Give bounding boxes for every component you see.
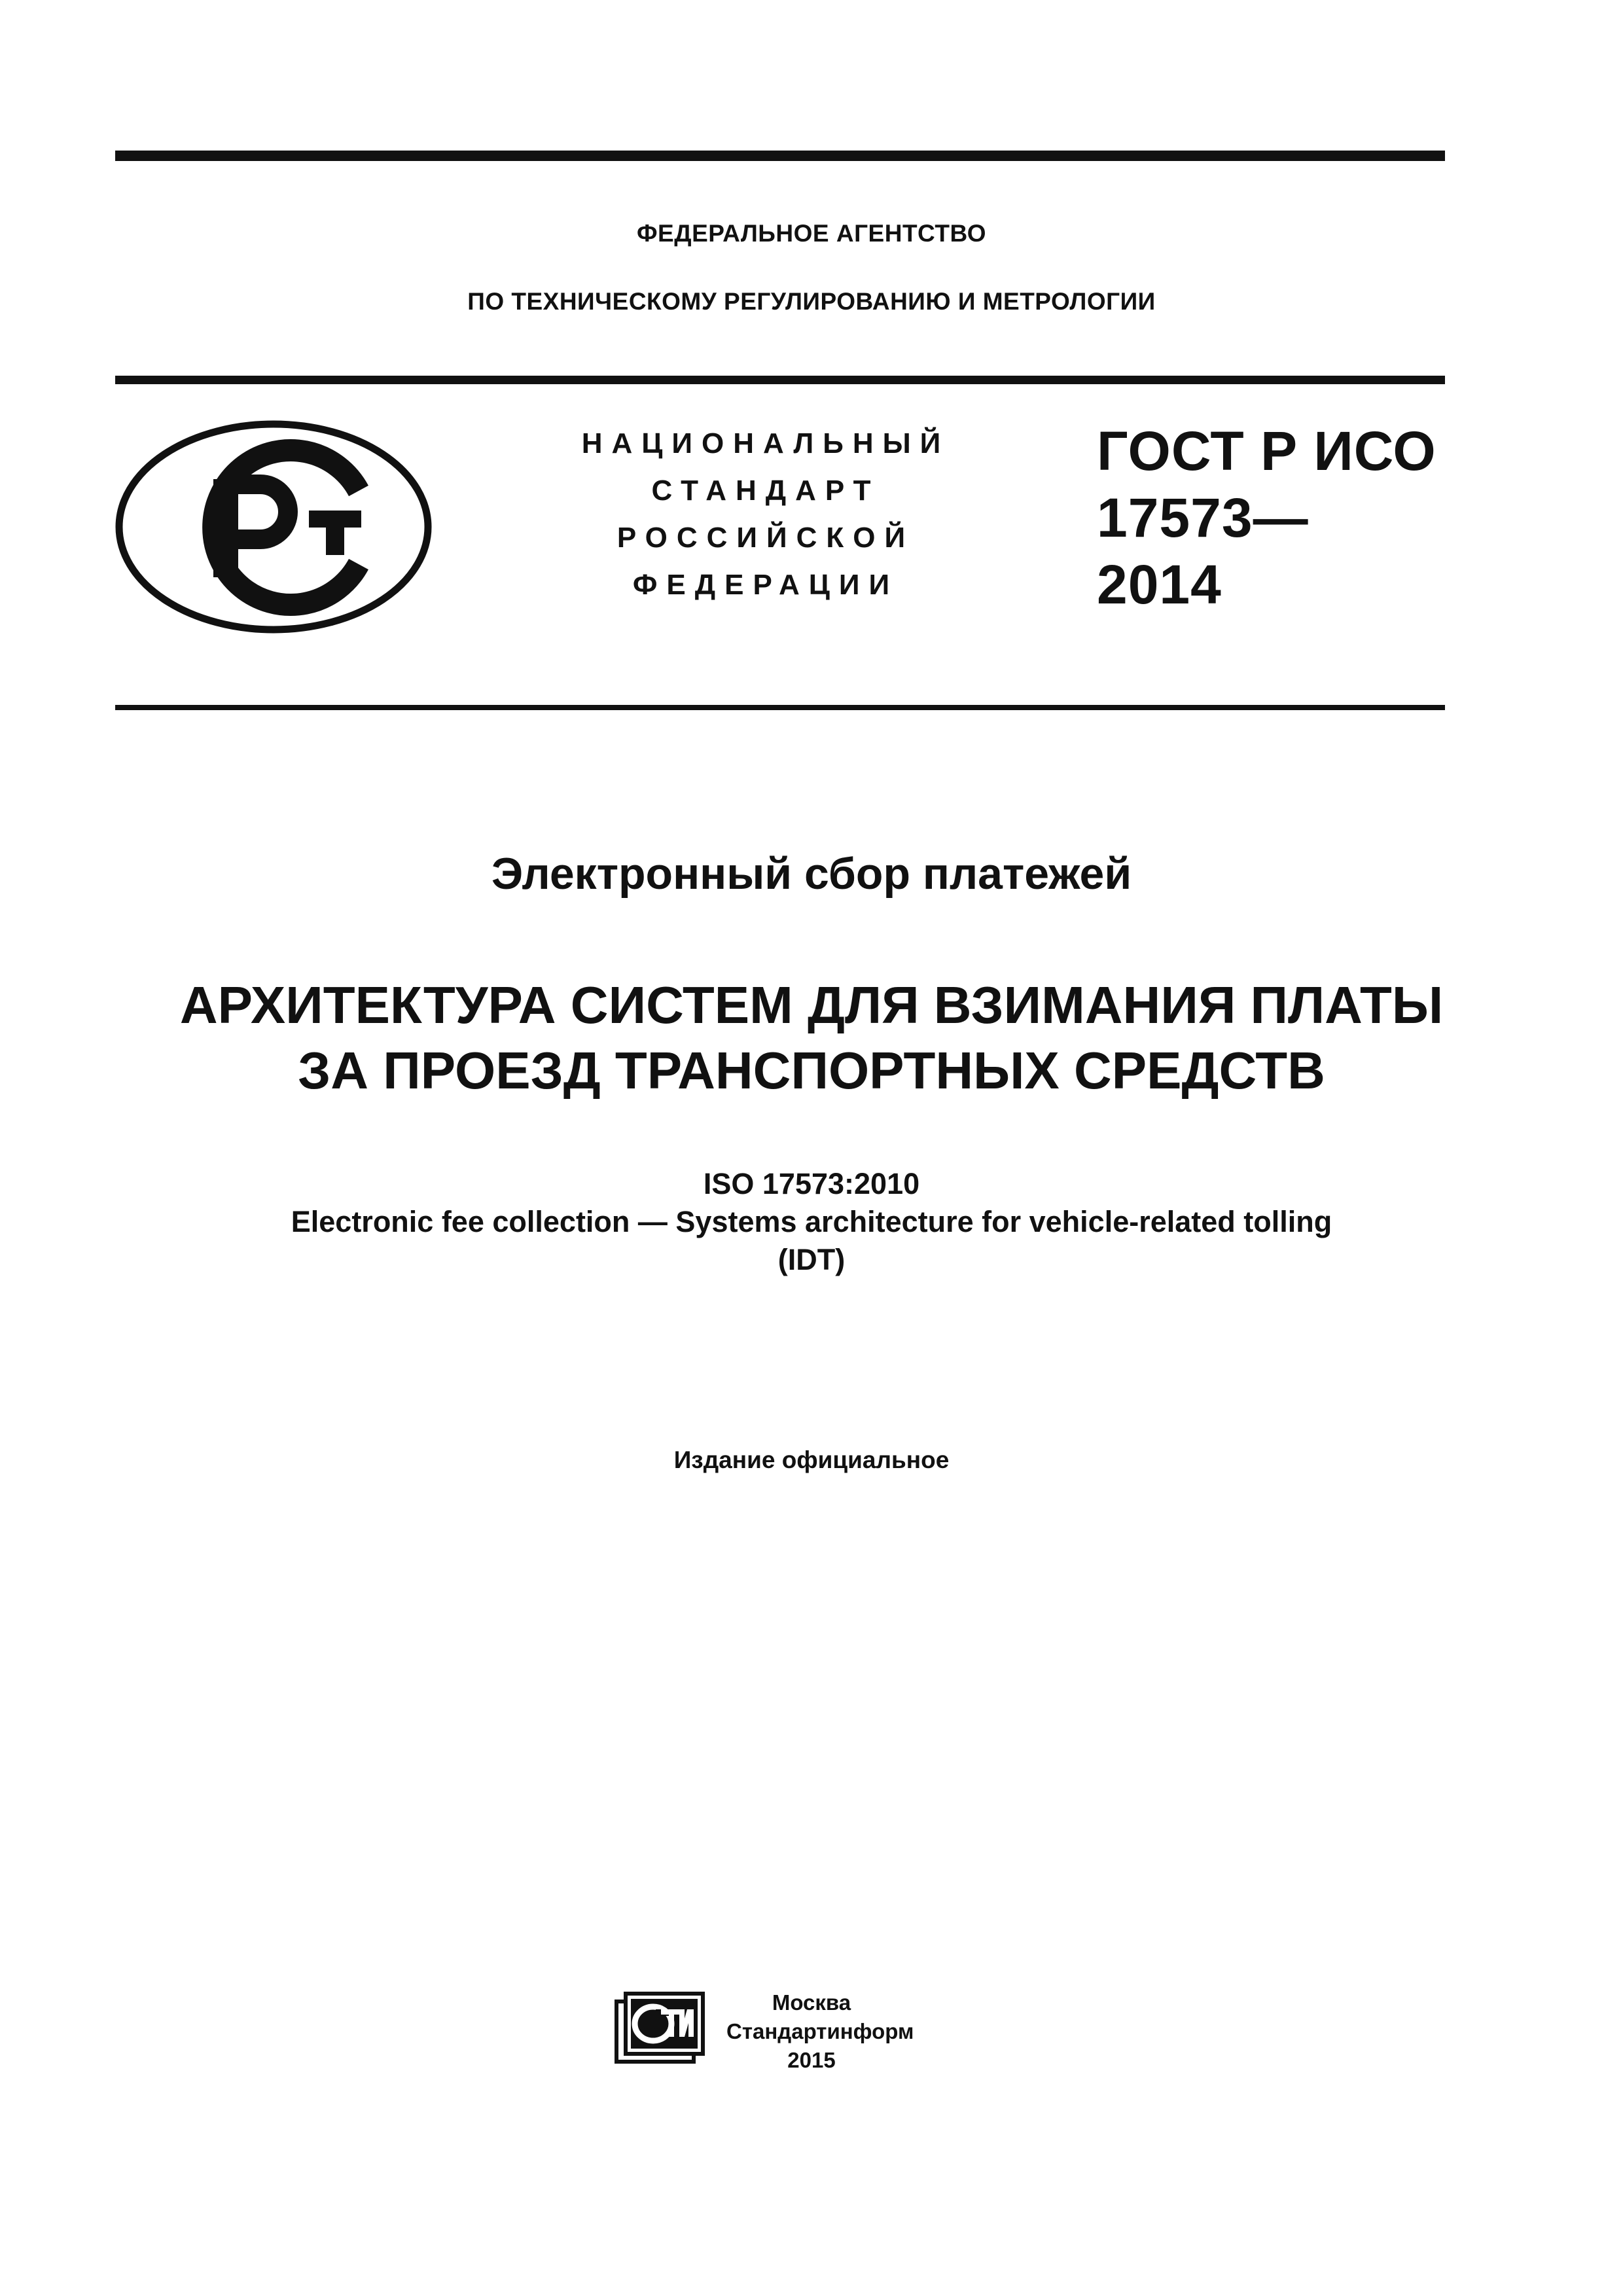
standard-type-line2: СТАНДАРТ (651, 475, 880, 507)
publisher-block (726, 1988, 914, 2075)
designation-line1: ГОСТ Р ИСО (1097, 420, 1436, 482)
publisher-year: 2015 (787, 2048, 836, 2072)
iso-english-title: Electronic fee collection — Systems architecture for vehicle-related tolling (291, 1205, 1332, 1238)
rst-emblem-icon (115, 419, 432, 635)
designation-line2: 17573— (1097, 487, 1309, 548)
publisher-name: Стандартинформ (726, 2019, 914, 2043)
standartinform-logo-icon (613, 1990, 708, 2066)
iso-number: ISO 17573:2010 (703, 1167, 920, 1200)
standard-type-line1: НАЦИОНАЛЬНЫЙ (581, 427, 950, 459)
header-divider (115, 376, 1445, 384)
document-subtitle: Электронный сбор платежей (491, 849, 1132, 899)
edition-label: Издание официальное (673, 1446, 950, 1473)
iso-equivalence: (IDT) (777, 1243, 846, 1276)
iso-reference (0, 1165, 1623, 1279)
title-divider (115, 705, 1445, 710)
document-title-line2: ЗА ПРОЕЗД ТРАНСПОРТНЫХ СРЕДСТВ (298, 1041, 1325, 1100)
top-divider (115, 151, 1445, 161)
agency-name-line1: ФЕДЕРАЛЬНОЕ АГЕНТСТВО (636, 220, 987, 247)
document-title (0, 973, 1623, 1103)
standard-type-line4: ФЕДЕРАЦИИ (632, 569, 899, 601)
standard-type-line3: РОССИЙСКОЙ (616, 522, 915, 554)
document-title-line1: АРХИТЕКТУРА СИСТЕМ ДЛЯ ВЗИМАНИЯ ПЛАТЫ (179, 976, 1444, 1034)
agency-name-line2: ПО ТЕХНИЧЕСКОМУ РЕГУЛИРОВАНИЮ И МЕТРОЛОГИИ (467, 288, 1156, 315)
standard-designation (1097, 418, 1436, 618)
designation-line3: 2014 (1097, 554, 1222, 615)
standard-type-block (556, 420, 975, 609)
publisher-city: Москва (772, 1990, 851, 2015)
